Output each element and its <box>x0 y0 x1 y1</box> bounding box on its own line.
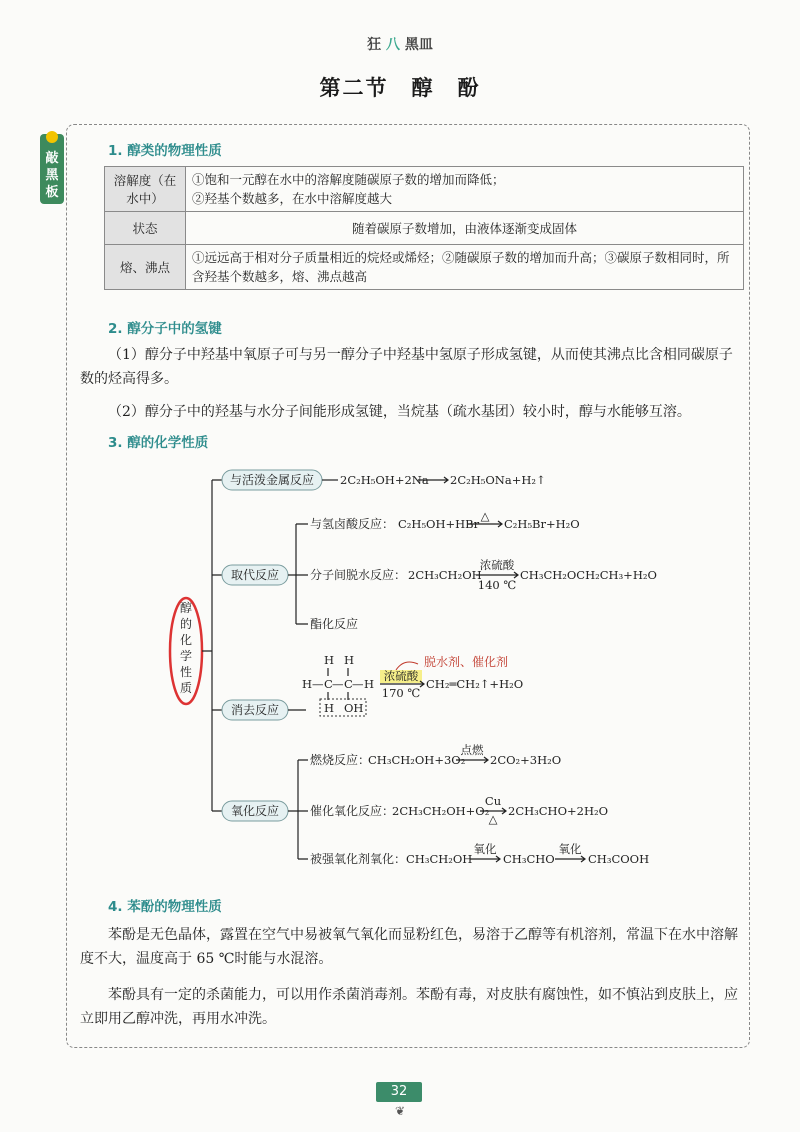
atom: H <box>324 653 335 667</box>
equation-right: 2CO₂+3H₂O <box>490 753 562 767</box>
reaction-label: 酯化反应 <box>310 617 359 631</box>
side-tab-char: 板 <box>45 185 59 200</box>
atom: H <box>344 653 355 667</box>
condition: 点燃 <box>460 743 484 757</box>
arrow <box>470 856 500 862</box>
page-title: 第二节 醇 酚 <box>319 76 481 100</box>
page-number: 32 <box>376 1082 422 1102</box>
section-title: 4. 苯酚的物理性质 <box>108 899 222 915</box>
table-header-cell: 熔、沸点 <box>105 245 186 290</box>
branch-label: 取代反应 <box>230 568 280 582</box>
cell-line: ①饱和一元醇在水中的溶解度随碳原子数的增加而降低； <box>192 172 505 187</box>
condition-bottom: △ <box>488 812 498 826</box>
root-char: 醇 <box>179 601 193 615</box>
equation-left: 2C₂H₅OH+2Na <box>340 473 429 487</box>
condition: 氧化 <box>473 842 497 856</box>
reaction-label: 被强氧化剂氧化： <box>310 852 407 866</box>
reaction-label: 分子间脱水反应： <box>310 568 407 582</box>
reaction-label: 与氢卤酸反应： <box>310 517 395 531</box>
sub-tree-lines <box>288 524 308 624</box>
condition-top: Cu <box>484 794 502 808</box>
equation-left: CH₃CH₂OH+3O₂ <box>368 753 466 767</box>
table-cell: ①远远高于相对分子质量相近的烷烃或烯烃；②随碳原子数的增加而升高；③碳原子数相同时，所含羟基个数越多，熔、沸点越高 <box>186 245 744 290</box>
reaction-label: 催化氧化反应： <box>310 804 395 818</box>
condition-top: 浓硫酸 <box>383 669 419 683</box>
equation-left: CH₃CH₂OH <box>406 852 473 866</box>
condition: 氧化 <box>558 842 582 856</box>
tree-lines <box>202 480 222 811</box>
page-ornament: ❦ <box>394 1104 406 1118</box>
equation-mid: CH₃CHO <box>503 852 555 866</box>
equation-right: CH₃CH₂OCH₂CH₃+H₂O <box>520 568 657 582</box>
paragraph: 苯酚具有一定的杀菌能力，可以用作杀菌消毒剂。苯酚有毒，对皮肤有腐蚀性，如不慎沾到皮肤上，应立即用乙醇冲洗，再用水冲洗。 <box>80 987 738 1027</box>
root-char: 的 <box>179 617 193 631</box>
atom: C <box>344 677 353 691</box>
branch-label: 氧化反应 <box>230 804 280 818</box>
root-char: 化 <box>179 633 193 647</box>
sub-tree-lines <box>288 760 308 859</box>
atom: OH <box>344 701 364 715</box>
arrow <box>555 856 585 862</box>
equation-right: 2CH₃CHO+2H₂O <box>508 804 609 818</box>
reaction-label: 燃烧反应： <box>310 753 371 767</box>
bond: — <box>312 677 324 691</box>
brand-accent: 八 <box>386 37 400 53</box>
section-title: 3. 醇的化学性质 <box>108 435 209 451</box>
root-char: 学 <box>179 649 193 663</box>
paragraph: （2）醇分子中的羟基与水分子间能形成氢键，当烷基（疏水基团）较小时，醇与水能够互溶。 <box>108 404 691 420</box>
atom: C <box>324 677 333 691</box>
table-cell: 随着碳原子数增加，由液体逐渐变成固体 <box>186 212 744 245</box>
brand-tail: 黑皿 <box>404 37 433 53</box>
side-tab-char: 黑 <box>45 168 59 183</box>
bonds <box>328 668 348 676</box>
side-tab-char: 敲 <box>45 151 59 166</box>
condition-bottom: 170 ℃ <box>381 686 421 700</box>
atom: H <box>302 677 313 691</box>
paragraph: （1）醇分子中羟基中氧原子可与另一醇分子中羟基中氢原子形成氢键，从而使其沸点比含相同碳原子数的烃高得多。 <box>80 347 733 387</box>
branch-label: 消去反应 <box>230 703 280 717</box>
bond: — <box>332 677 344 691</box>
condition-bottom: 140 ℃ <box>477 578 517 592</box>
equation-left: C₂H₅OH+HBr <box>398 517 480 531</box>
equation-left: 2CH₃CH₂OH+O₂ <box>392 804 490 818</box>
section-title: 1. 醇类的物理性质 <box>108 143 222 159</box>
atom: H <box>364 677 375 691</box>
cell-line: ②羟基个数越多，在水中溶解度越大 <box>192 191 393 206</box>
equation-right: C₂H₅Br+H₂O <box>504 517 580 531</box>
equation-right: CH₃COOH <box>588 852 650 866</box>
paragraph: 苯酚是无色晶体，露置在空气中易被氧气氧化而显粉红色，易溶于乙醇等有机溶剂，常温下在水中溶解度不大，温度高于 65 ℃时能与水混溶。 <box>80 927 738 967</box>
root-char: 质 <box>179 681 193 695</box>
table-header-cell: 溶解度（在水中） <box>105 167 186 212</box>
bond: — <box>352 677 364 691</box>
condition-top: 浓硫酸 <box>479 558 515 572</box>
table-header-cell: 状态 <box>105 212 186 245</box>
section-title: 2. 醇分子中的氢键 <box>108 321 222 337</box>
root-char: 性 <box>179 665 193 679</box>
condition: △ <box>480 509 490 523</box>
equation-right: 2C₂H₅ONa+H₂↑ <box>450 473 546 487</box>
branch-label: 与活泼金属反应 <box>229 473 315 487</box>
equation-right: CH₂═CH₂↑+H₂O <box>426 677 524 691</box>
handwritten-note: 脱水剂、催化剂 <box>424 655 509 669</box>
atom: H <box>324 701 335 715</box>
brand-text: 狂 <box>367 37 382 53</box>
equation-left: 2CH₃CH₂OH <box>408 568 482 582</box>
